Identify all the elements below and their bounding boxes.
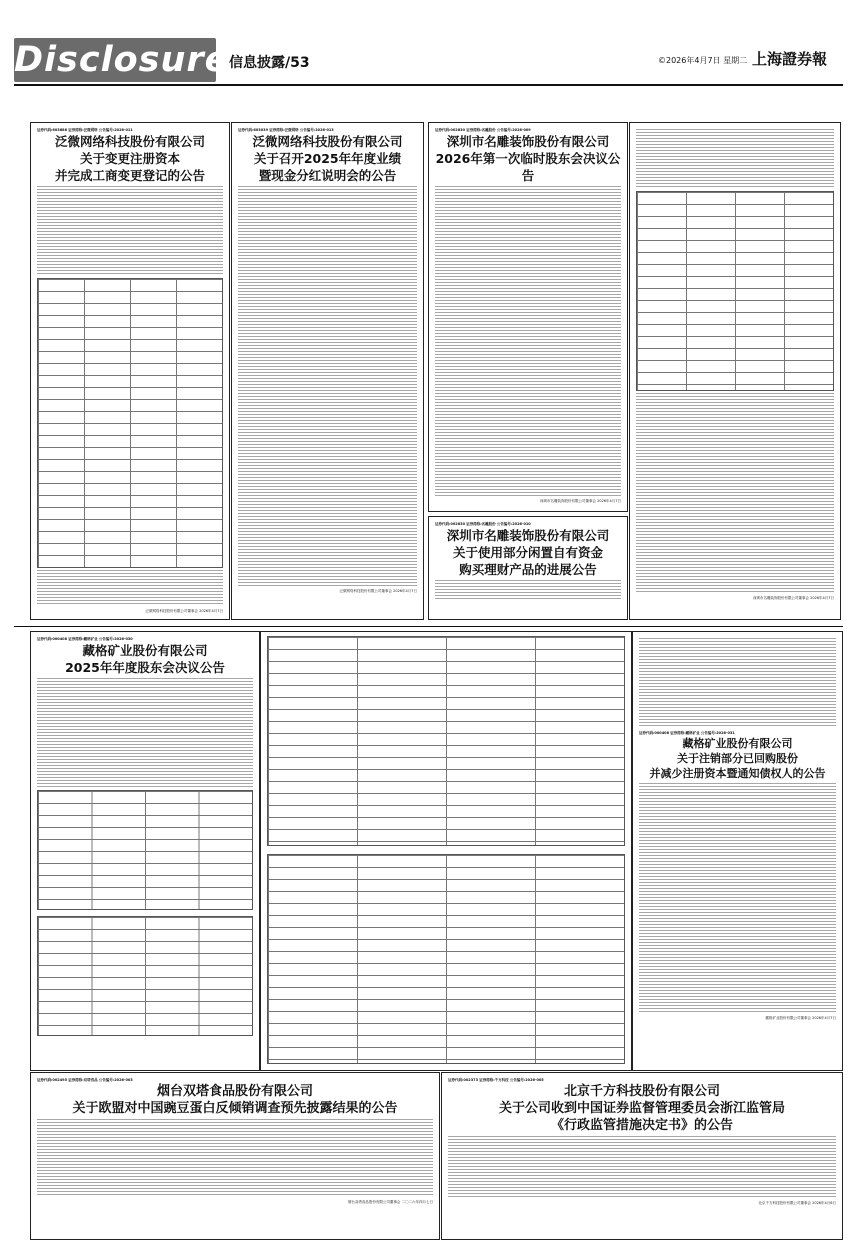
vote-table	[37, 916, 253, 1036]
section-name: 信息披露	[229, 55, 285, 71]
notice-signature: 北京千方科技股份有限公司董事会 2026年4月6日	[758, 1201, 836, 1205]
notice-meta: 证券代码:000408 证券简称:藏格矿业 公告编号:2026-031	[639, 731, 735, 735]
notice-shuangta-antidumping	[30, 1072, 440, 1240]
section-title	[229, 52, 310, 72]
wealth-products-table	[636, 191, 834, 391]
notice-meta: 证券代码:002830 证券简称:名雕股份 公告编号:2026-009	[435, 128, 531, 132]
notice-qianfang-regulatory	[441, 1072, 843, 1240]
notice-title-line: 深圳市名雕装饰股份有限公司	[446, 134, 610, 149]
notice-title-line: 并完成工商变更登记的公告	[54, 168, 205, 183]
notice-meta: 证券代码:002373 证券简称:千方科技 公告编号:2026-005	[448, 1078, 544, 1082]
notice-meta: 证券代码:603686 证券简称:泛微网络 公告编号:2026-011	[37, 128, 133, 132]
amendment-table	[37, 278, 223, 568]
notice-title-line: 关于注销部分已回购股份	[677, 752, 798, 765]
notice-meta: 证券代码:603039 证券简称:泛微网络 公告编号:2026-013	[238, 128, 334, 132]
issue-date: ©2026年4月7日 星期二	[658, 56, 748, 65]
notice-weaver-briefing	[231, 122, 424, 620]
notice-meta: 证券代码:000408 证券简称:藏格矿业 公告编号:2026-030	[37, 637, 133, 641]
notice-body	[639, 783, 836, 1013]
notice-body	[435, 186, 621, 496]
notice-zangge-vote-tables	[260, 631, 632, 1071]
paper-name: 上海證券報	[752, 50, 828, 68]
notice-signature: 深圳市名雕装饰股份有限公司董事会 2026年4月7日	[753, 596, 834, 600]
notice-title-line: 烟台双塔食品股份有限公司	[156, 1084, 313, 1099]
notice-body	[448, 1136, 836, 1198]
masthead	[0, 0, 857, 80]
masthead-rule	[14, 84, 843, 86]
vote-table	[267, 854, 625, 1064]
notice-signature: 深圳市名雕装饰股份有限公司董事会 2026年4月7日	[540, 499, 621, 503]
notice-signature: 藏格矿业股份有限公司董事会 2026年4月7日	[765, 1016, 836, 1020]
page-number: /53	[285, 55, 310, 71]
notice-body	[636, 129, 834, 189]
notice-mingdiao-wealth	[428, 516, 628, 620]
notice-title-line: 购买理财产品的进展公告	[459, 562, 597, 577]
notice-signature: 泛微网络科技股份有限公司董事会 2026年4月7日	[339, 589, 417, 593]
notice-body	[639, 638, 836, 728]
notice-body	[636, 393, 834, 593]
notice-title-line: 关于欧盟对中国豌豆蛋白反倾销调查预先披露结果的公告	[72, 1101, 398, 1116]
notice-title-line: 泛微网络科技股份有限公司	[252, 134, 403, 149]
notice-mingdiao-meeting	[428, 122, 628, 512]
brand-banner	[14, 38, 230, 82]
notice-signature: 泛微网络科技股份有限公司董事会 2026年4月7日	[145, 609, 223, 613]
notice-zangge-meeting	[30, 631, 260, 1071]
brand-text: Disclosure	[14, 40, 230, 80]
notice-zangge-cancellation	[632, 631, 843, 1071]
notice-title-line: 关于公司收到中国证券监督管理委员会浙江监管局	[498, 1101, 785, 1116]
notice-mingdiao-continued	[629, 122, 841, 620]
notice-title-line: 《行政监管措施决定书》的公告	[550, 1118, 733, 1133]
notice-title-line: 关于召开2025年年度业绩	[253, 151, 402, 166]
notice-meta: 证券代码:002830 证券简称:名雕股份 公告编号:2026-010	[435, 522, 531, 526]
notice-title-line: 深圳市名雕装饰股份有限公司	[446, 528, 610, 543]
notice-title-line: 暨现金分红说明会的公告	[258, 168, 397, 183]
notice-signature: 烟台双塔食品股份有限公司董事会 二〇二六年四月七日	[347, 1200, 433, 1204]
notice-body	[37, 1119, 433, 1197]
notice-title-line: 藏格矿业股份有限公司	[82, 643, 208, 658]
notice-body	[37, 678, 253, 788]
notice-title-line: 2025年年度股东会决议公告	[65, 660, 225, 675]
notice-title-line: 关于变更注册资本	[79, 151, 180, 166]
notice-title-line: 泛微网络科技股份有限公司	[54, 134, 205, 149]
notice-body	[37, 186, 223, 276]
notice-body	[37, 570, 223, 606]
notice-body	[435, 580, 621, 600]
notice-title-line: 2026年第一次临时股东会决议公告	[435, 151, 621, 183]
notice-weaver-capital	[30, 122, 230, 620]
notice-meta: 证券代码:002495 证券简称:双塔食品 公告编号:2026-003	[37, 1078, 133, 1082]
notice-body	[238, 186, 417, 586]
vote-table	[37, 790, 253, 910]
vote-table	[267, 636, 625, 846]
notice-title-line: 关于使用部分闲置自有资金	[452, 545, 603, 560]
notice-title-line: 藏格矿业股份有限公司	[682, 737, 793, 750]
notice-title-line: 并减少注册资本暨通知债权人的公告	[649, 767, 826, 780]
notice-title-line: 北京千方科技股份有限公司	[563, 1084, 720, 1099]
section-rule	[14, 626, 843, 627]
